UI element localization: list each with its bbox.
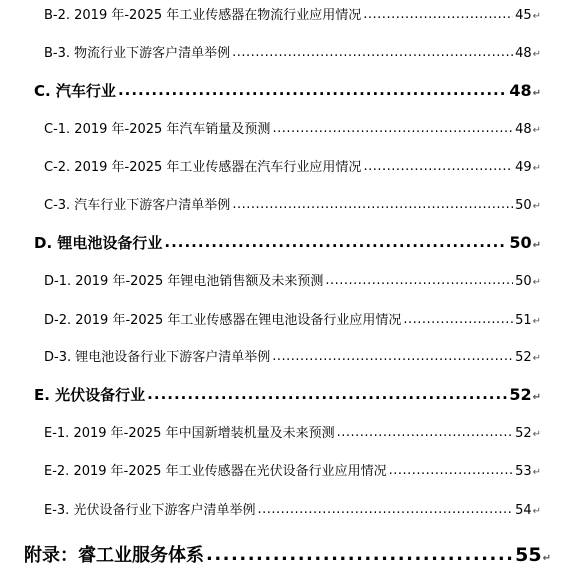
toc-entry-label: D. 锂电池设备行业 <box>34 234 163 252</box>
toc-entry-label: D-3. 锂电池设备行业下游客户清单举例 <box>44 350 271 365</box>
toc-entry-c[interactable] <box>34 80 541 101</box>
paragraph-mark-icon: ↵ <box>532 88 541 99</box>
paragraph-mark-icon: ↵ <box>532 506 541 517</box>
toc-page-number: 45 <box>515 8 532 23</box>
dot-leader <box>206 544 513 565</box>
toc-entry-e[interactable] <box>34 384 541 405</box>
toc-entry-appendix[interactable] <box>24 541 551 567</box>
paragraph-mark-icon: ↵ <box>532 125 541 136</box>
toc-entry-d[interactable] <box>34 232 541 253</box>
dot-leader <box>147 385 507 403</box>
toc-entry-label: D-1. 2019 年-2025 年锂电池销售额及未来预测 <box>44 274 324 289</box>
toc-page-number: 50 <box>509 233 532 252</box>
toc-entry-e-3[interactable] <box>44 499 541 518</box>
dot-leader <box>164 233 507 251</box>
toc-entry-label: D-2. 2019 年-2025 年工业传感器在锂电池设备行业应用情况 <box>44 313 402 328</box>
toc-page-number: 53 <box>515 464 532 479</box>
toc-page-number: 48 <box>515 46 532 61</box>
toc-page-number: 50 <box>515 198 532 213</box>
toc-page-number: 49 <box>515 160 532 175</box>
toc-page-number: 55 <box>515 544 542 566</box>
toc-entry-c-3[interactable] <box>44 194 541 213</box>
dot-leader <box>325 273 513 288</box>
paragraph-mark-icon: ↵ <box>532 240 541 251</box>
paragraph-mark-icon: ↵ <box>532 11 541 22</box>
toc-entry-label: C-2. 2019 年-2025 年工业传感器在汽车行业应用情况 <box>44 160 362 175</box>
toc-entry-e-1[interactable] <box>44 422 541 441</box>
toc-page-number: 52 <box>509 385 532 404</box>
toc-page-number: 54 <box>515 503 532 518</box>
toc-entry-d-2[interactable] <box>44 309 541 328</box>
toc-entry-label: C-3. 汽车行业下游客户清单举例 <box>44 198 231 213</box>
toc-page-number: 48 <box>515 122 532 137</box>
toc-entry-d-1[interactable] <box>44 270 541 289</box>
toc-entry-d-3[interactable] <box>44 346 541 365</box>
toc-entry-b-3[interactable] <box>44 42 541 61</box>
toc-entry-b-2[interactable] <box>44 4 541 23</box>
toc-entry-label: B-2. 2019 年-2025 年工业传感器在物流行业应用情况 <box>44 8 362 23</box>
toc-page-number: 52 <box>515 350 532 365</box>
toc-entry-label: E-2. 2019 年-2025 年工业传感器在光伏设备行业应用情况 <box>44 464 387 479</box>
dot-leader <box>257 502 513 517</box>
toc-page-number: 52 <box>515 426 532 441</box>
toc-page-number: 50 <box>515 274 532 289</box>
dot-leader <box>363 7 513 22</box>
toc-page-number: 48 <box>509 81 532 100</box>
dot-leader <box>363 159 513 174</box>
paragraph-mark-icon: ↵ <box>532 277 541 288</box>
toc-entry-label: 附录：睿工业服务体系 <box>24 545 204 566</box>
dot-leader <box>389 463 513 478</box>
toc-entry-label: C. 汽车行业 <box>34 82 116 100</box>
toc-entry-label: E-3. 光伏设备行业下游客户清单举例 <box>44 503 256 518</box>
paragraph-mark-icon: ↵ <box>532 353 541 364</box>
paragraph-mark-icon: ↵ <box>532 49 541 60</box>
paragraph-mark-icon: ↵ <box>542 553 551 564</box>
paragraph-mark-icon: ↵ <box>532 201 541 212</box>
dot-leader <box>232 45 513 60</box>
dot-leader <box>337 425 513 440</box>
dot-leader <box>118 81 507 99</box>
dot-leader <box>272 349 513 364</box>
dot-leader <box>232 197 513 212</box>
toc-entry-label: C-1. 2019 年-2025 年汽车销量及预测 <box>44 122 271 137</box>
paragraph-mark-icon: ↵ <box>532 392 541 403</box>
paragraph-mark-icon: ↵ <box>532 316 541 327</box>
toc-entry-label: E. 光伏设备行业 <box>34 386 146 404</box>
toc-entry-e-2[interactable] <box>44 460 541 479</box>
toc-entry-label: B-3. 物流行业下游客户清单举例 <box>44 46 231 61</box>
toc-entry-c-2[interactable] <box>44 156 541 175</box>
toc-entry-c-1[interactable] <box>44 118 541 137</box>
paragraph-mark-icon: ↵ <box>532 467 541 478</box>
paragraph-mark-icon: ↵ <box>532 429 541 440</box>
toc-page-number: 51 <box>515 313 532 328</box>
dot-leader <box>272 121 513 136</box>
paragraph-mark-icon: ↵ <box>532 163 541 174</box>
dot-leader <box>403 312 513 327</box>
toc-entry-label: E-1. 2019 年-2025 年中国新增装机量及未来预测 <box>44 426 335 441</box>
